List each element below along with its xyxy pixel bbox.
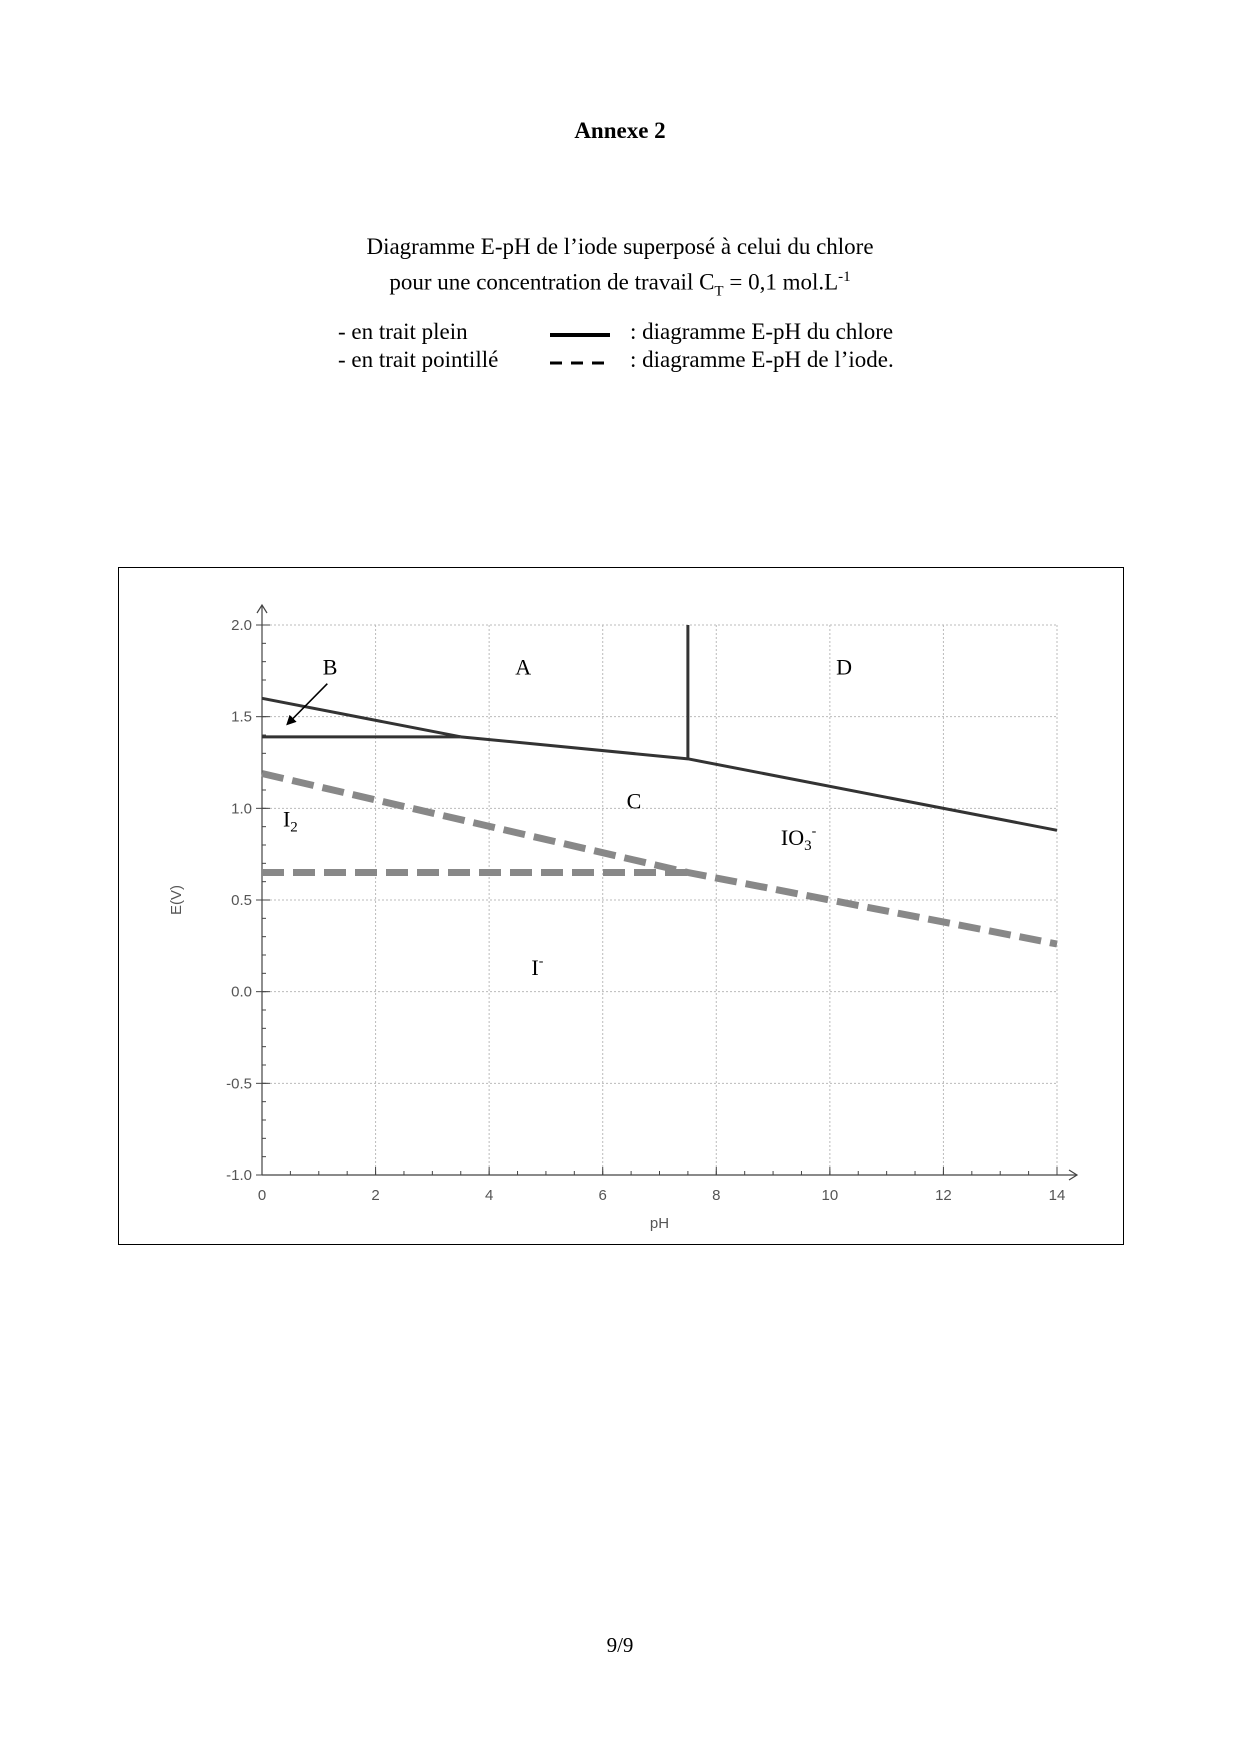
y-tick-label-6: -1.0 (226, 1167, 252, 1184)
x-tick-label-4: 8 (712, 1187, 721, 1204)
x-tick-label-3: 6 (598, 1187, 607, 1204)
x-tick-label-6: 12 (935, 1187, 952, 1204)
y-tick-label-2: 1.0 (231, 800, 252, 818)
x-tick-label-2: 4 (484, 1187, 494, 1204)
y-tick-label-5: -0.5 (226, 1075, 252, 1093)
y-tick-label-3: 0.5 (231, 892, 252, 909)
title-line-2-mid: = 0,1 mol.L (723, 269, 839, 295)
title-line-2-prefix: pour une concentration de travail C (389, 269, 715, 295)
page-heading: Annexe 2 (574, 118, 666, 143)
legend-row-solid (338, 319, 1038, 349)
legend-label-solid: - en trait plein (338, 319, 468, 344)
y-tick-label-4: 0.0 (231, 983, 252, 1001)
legend-desc-solid: : diagramme E-pH du chlore (630, 319, 894, 344)
title-line-2-sup: -1 (838, 269, 851, 285)
series-line-chlore-3 (461, 737, 1057, 831)
series-line-iode-1 (262, 774, 1057, 945)
series-line-chlore-1 (262, 698, 461, 737)
legend-desc-dashed: : diagramme E-pH de l’iode. (630, 347, 894, 372)
y-tick-label-1: 1.5 (231, 708, 252, 726)
title-line-1: Diagramme E-pH de l’iode superposé à celui du chlore (366, 234, 874, 259)
x-axis-title: pH (649, 1215, 670, 1232)
region-label-5: $IO_3^-$ (780, 824, 817, 854)
title-line-2-sub: T (714, 283, 724, 300)
x-tick-label-5: 10 (821, 1187, 839, 1204)
region-label-2: D (836, 654, 852, 680)
region-label-3: C (626, 788, 642, 814)
x-tick-label-7: 14 (1048, 1187, 1066, 1204)
e-ph-chart (119, 568, 1122, 1243)
title-line-2 (0, 262, 1240, 306)
legend-sample-dashed (550, 353, 610, 373)
region-label-0: A (515, 654, 532, 680)
region-label-6: I- (531, 954, 544, 981)
page-number: 9/9 (606, 1633, 634, 1657)
chart-frame (118, 567, 1124, 1245)
x-tick-label-0: 0 (257, 1187, 267, 1204)
region-label-4: $I_2$ (282, 806, 298, 836)
chart-title (0, 232, 1240, 306)
y-axis-title: E(V) (168, 885, 185, 915)
grid-lines (262, 625, 1057, 1175)
y-tick-label-0: 2.0 (231, 617, 252, 634)
legend-sample-solid (550, 325, 610, 345)
x-tick-label-1: 2 (371, 1187, 380, 1204)
legend-label-dashed: - en trait pointillé (338, 347, 499, 372)
legend-row-dashed (338, 347, 1038, 377)
region-label-1: B (322, 654, 338, 680)
